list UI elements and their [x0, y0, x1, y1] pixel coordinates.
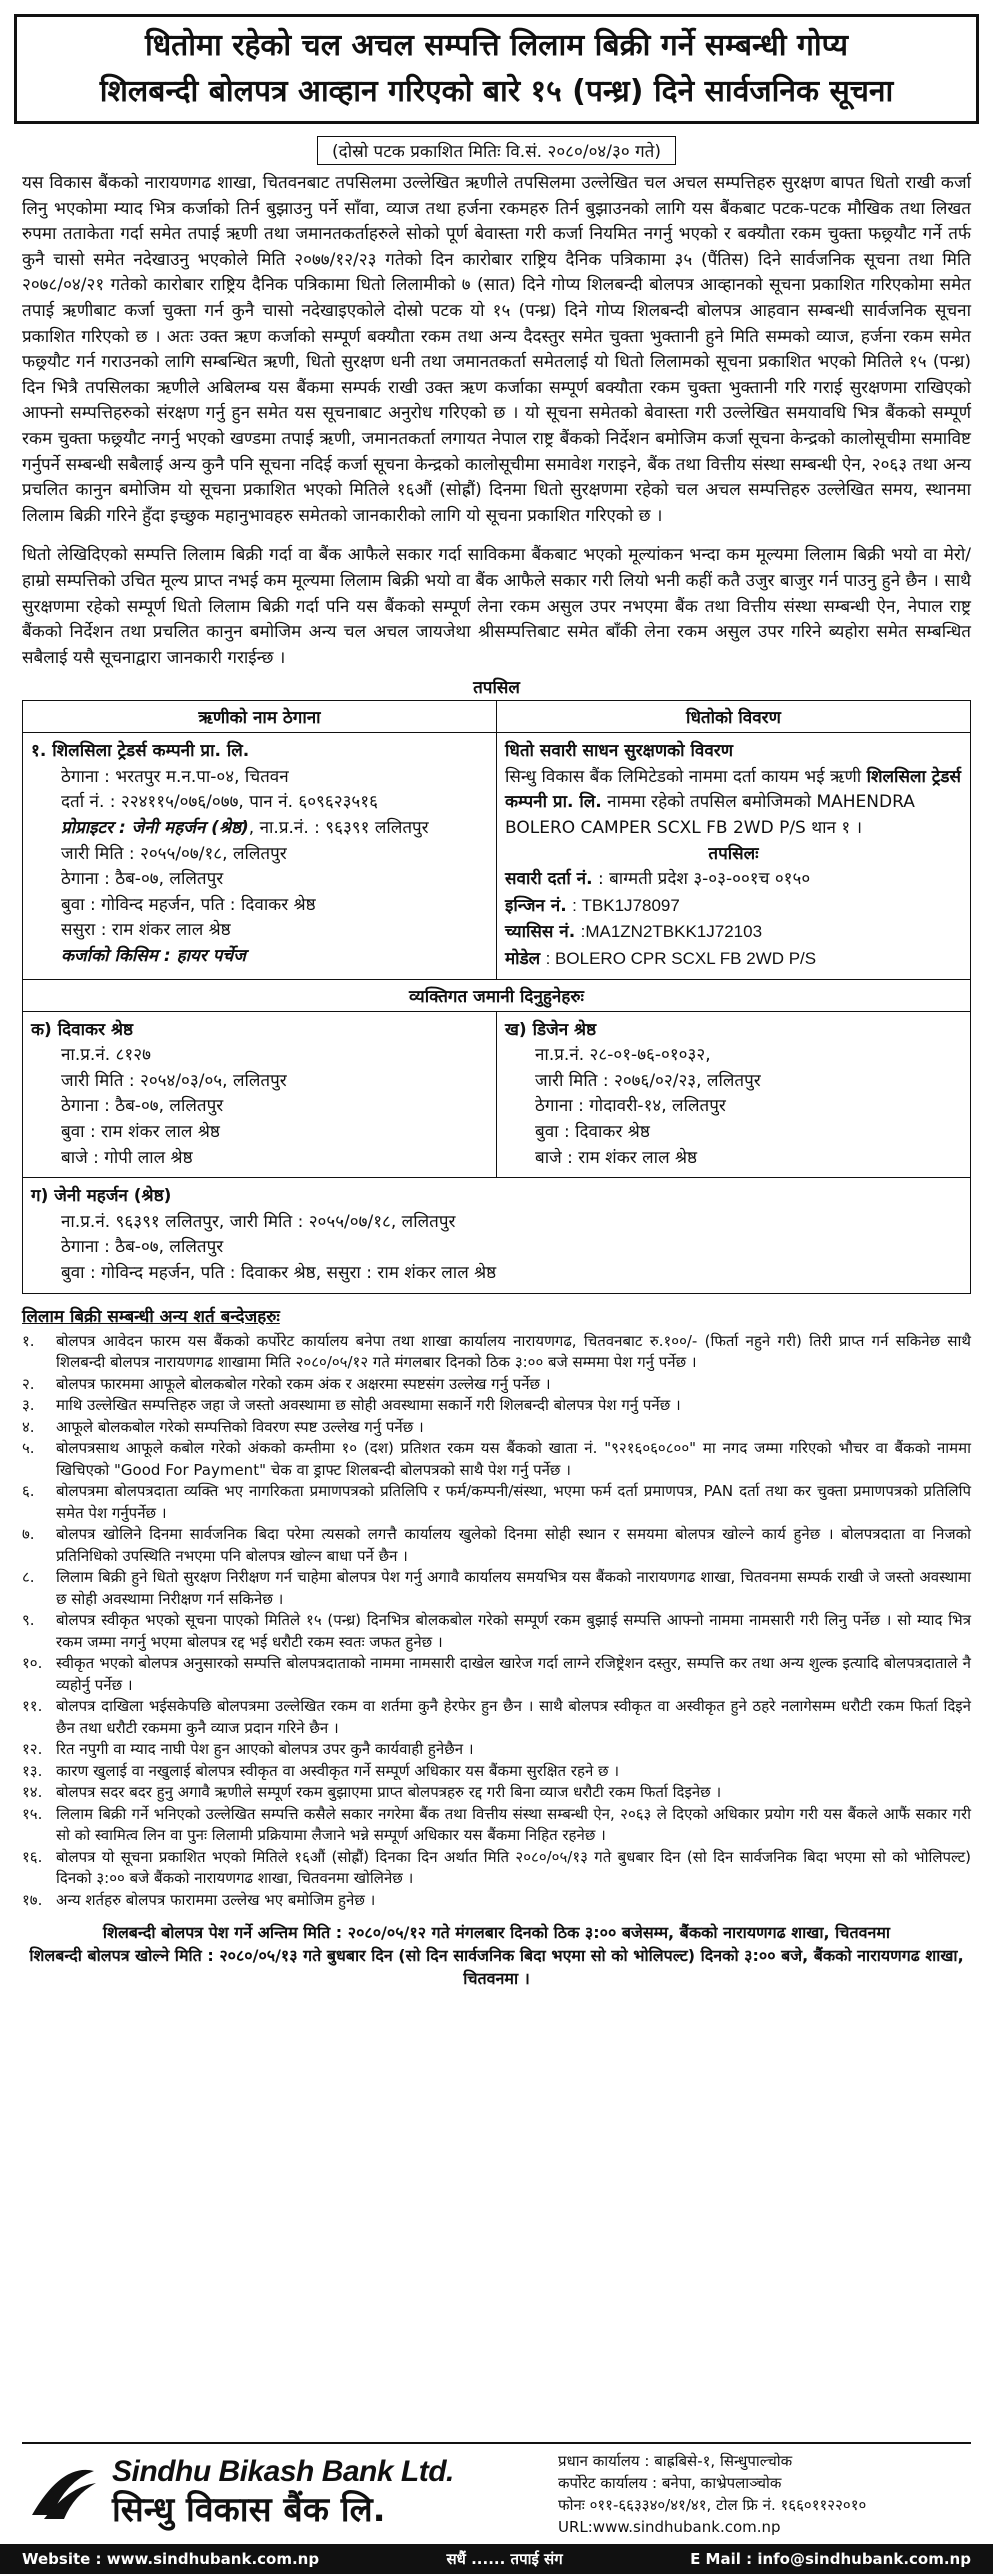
header-line-1: धितोमा रहेको चल अचल सम्पत्ति लिलाम बिक्री गर्ने सम्बन्धी गोप्य — [144, 28, 849, 63]
proprietor-rest: , ना.प्र.नं. : ९६३९१ ललितपुर — [248, 818, 429, 839]
guarantor-kha-label: ख) डिजेन श्रेष्ठ — [505, 1019, 597, 1040]
collateral-desc-post: नाममा रहेको तपसिल बमोजिमको MAHENDRA BOLERO CAMPER SCXL FB 2WD P/S थान १ । — [505, 792, 915, 839]
guarantor-ga-line: ठेगाना : ठैब-०७, ललितपुर — [61, 1237, 224, 1258]
condition-number: ५. — [22, 1439, 35, 1458]
condition-text: बोलपत्र खोलिने दिनमा सार्वजनिक बिदा परेमा त्यसको लगत्तै कार्यालय खुलेको दिनमा सोही स्थान र समयमा बोलपत्र खोल्ने कार्य हुनेछ । बोलपत्रदाता वा निजको प्रतिनिधिको उपस्थिति नभएमा पनि बोलपत्र खोल्न बाधा पर्ने छैन । — [56, 1525, 971, 1565]
condition-number: १२. — [22, 1740, 43, 1759]
bank-logo-icon — [22, 2453, 102, 2533]
engine-row — [505, 893, 962, 920]
guarantor-kha-line: ठेगाना : गोदावरी-१४, ललितपुर — [535, 1096, 726, 1117]
proprietor-label: प्रोप्राइटर : जेनी महर्जन (श्रेष्ठ) — [61, 818, 249, 839]
borrower-name: १. शिलसिला ट्रेडर्स कम्पनी प्रा. लि. — [31, 741, 250, 762]
table-body-row — [23, 733, 970, 978]
condition-text: बोलपत्र फारममा आफूले बोलकबोल गरेको रकम अंक र अक्षरमा स्पष्टसंग उल्लेख गर्नु पर्नेछ । — [56, 1374, 551, 1393]
condition-text: बोलपत्र दाखिला भईसकेपछि बोलपत्रमा उल्लेखित रकम वा शर्तमा कुनै हेरफेर हुन छैन । साथै बोलपत्र स्वीकृत वा अस्वीकृत हुने ठहरे नलागेसम्म धरौटी रकम फिर्ता दिइने छैन तथा धरौटी रकममा कुनै व्याज प्रदान गरिने छैन । — [56, 1697, 971, 1737]
guarantor-kha-line: जारी मिति : २०७६/०२/२३, ललितपुर — [535, 1070, 761, 1091]
conditions-title: लिलाम बिक्री सम्बन्धी अन्य शर्त बन्देजहरुः — [22, 1306, 280, 1327]
bank-name-nepali: सिन्धु विकास बैंक लि. — [112, 2490, 386, 2530]
guarantor-ga-label: ग) जेनी महर्जन (श्रेष्ठ) — [31, 1186, 172, 1207]
condition-item — [22, 1653, 971, 1696]
condition-number: ४. — [22, 1417, 35, 1436]
opening-date: शिलबन्दी बोलपत्र खोल्ने मिति : २०८०/०५/१३ गते बुधबार दिन (सो दिन सार्वजनिक बिदा भएमा सो को भोलिपल्ट) दिनको ३:०० बजे, बैंकको नारायणगढ शाखा, चितवनमा । — [29, 1946, 964, 1989]
collateral-desc-name: शिलसिला ट्रेडर्स कम्पनी प्रा. लि. — [505, 766, 961, 813]
condition-number: २. — [22, 1374, 35, 1393]
guarantor-ka-label: क) दिवाकर श्रेष्ठ — [31, 1019, 134, 1040]
borrower-column-header: ऋणीको नाम ठेगाना — [23, 701, 496, 733]
collateral-subtitle: तपसिलः — [708, 843, 759, 864]
website-link[interactable]: Website : www.sindhubank.com.np — [22, 2550, 320, 2568]
condition-item — [22, 1696, 971, 1739]
condition-number: ११. — [22, 1697, 43, 1716]
condition-text: लिलाम बिक्री गर्ने भनिएको उल्लेखित सम्पत्ति कसैले सकार नगरेमा बैंक तथा वित्तीय संस्था सम्बन्धी ऐन, २०६३ ले दिएको अधिकार प्रयोग गरी यस बैंकले आफैं सकार गरी सो को स्वामित्व लिन वा पुनः लिलामी प्रक्रियामा लैजाने भन्ने सम्पूर्ण अधिकार यस बैंकमा निहित रहनेछ । — [56, 1804, 971, 1845]
chassis-label: च्यासिस नं. — [505, 922, 576, 943]
collateral-title: धितो सवारी साधन सुरक्षणको विवरण — [505, 741, 734, 762]
guarantor-kha-line: बाजे : राम शंकर लाल श्रेष्ठ — [535, 1147, 698, 1168]
bank-contact — [542, 2444, 971, 2542]
condition-item — [22, 1481, 971, 1524]
details-table — [22, 700, 971, 1293]
condition-text: माथि उल्लेखित सम्पत्तिहरु जहा जे जस्तो अवस्थामा छ सोही अवस्थामा सकार्ने गरी शिलबन्दी बोलपत्र पेश गर्नु पर्नेछ । — [56, 1396, 681, 1415]
head-office: प्रधान कार्यालय : बाह्रबिसे-१, सिन्धुपाल्चोक — [558, 2452, 793, 2470]
borrower-father-in-law: ससुरा : राम शंकर लाल श्रेष्ठ — [61, 920, 231, 941]
condition-number: १४. — [22, 1783, 43, 1802]
condition-item — [22, 1438, 971, 1481]
notice-page — [0, 14, 993, 2574]
collateral-desc-pre: सिन्धु विकास बैंक लिमिटेडको नाममा दर्ता कायम भई ऋणी — [505, 766, 867, 787]
engine-value: : TBK1J78097 — [572, 895, 680, 915]
condition-text: रित नपुगी वा म्याद नाघी पेश हुन आएको बोलपत्र उपर कुनै कार्यवाही हुनेछैन । — [56, 1740, 474, 1759]
borrower-proprietor — [31, 816, 488, 842]
collateral-description — [505, 765, 962, 842]
condition-text: बोलपत्रमा बोलपत्रदाता व्यक्ति भए नागरिकता प्रमाणपत्रको प्रतिलिपि र फर्म/कम्पनी/संस्था, भएमा फर्म दर्ता प्रमाणपत्र, PAN दर्ता तथा कर चुक्ता प्रमाणपत्रको प्रतिलिपि समेत पेश गर्नुपर्नेछ । — [56, 1482, 971, 1522]
publish-date-text: (दोस्रो पटक प्रकाशित मितिः वि.सं. २०८०/०४/३० गते) — [317, 136, 676, 165]
intro-paragraph-2: धितो लेखिदिएको सम्पत्ति लिलाम बिक्री गर्दा वा बैंक आफैले सकार गर्दा साविकमा बैंकबाट भएको मूल्यांकन भन्दा कम मूल्यमा लिलाम बिक्री भयो वा मेरो/हाम्रो सम्पत्तिको उचित मूल्य प्राप्त नभई कम मूल्यमा लिलाम बिक्री भयो वा बैंक आफैले सकार गरी लियो भनी कहीं कतै उजुर बाजुर गर्न पाउनु हुने छैन । साथै सुरक्षणमा रहेको सम्पूर्ण धितो लिलाम बिक्री गर्दा पनि यस बैंकको सम्पूर्ण लेना रकम असुल उपर नभएमा बैंक तथा वित्तीय संस्था सम्बन्धी ऐन, नेपाल राष्ट्र बैंकको निर्देशन तथा प्रचलित कानुन बमोजिम अन्य चल अचल जायजेथा श्रीसम्पत्तिबाट समेत बाँकी लेना रकम असुल उपर गरिने ब्यहोरा समेत सम्बन्धित सबैलाई यसै सूचनाद्वारा जानकारी गराईन्छ । — [22, 545, 971, 668]
chassis-value: :MA1ZN2TBKK1J72103 — [580, 922, 763, 942]
condition-item — [22, 1739, 971, 1761]
condition-text: बोलपत्रसाथ आफूले कबोल गरेको अंकको कम्तीमा १० (दश) प्रतिशत रकम यस बैंकको खाता नं. "९२१६०६०८००" मा नगद जम्मा गरिएको भौचर वा बैंकको नाममा खिचिएको "Good For Payment" चेक वा ड्राफ्ट शिलबन्दी बोलपत्रको साथै पेश गर्नु पर्नेछ । — [56, 1439, 971, 1479]
condition-number: १७. — [22, 1890, 43, 1909]
intro-paragraph-1: यस विकास बैंकको नारायणगढ शाखा, चितवनबाट तपसिलमा उल्लेखित ऋणीले तपसिलमा उल्लेखित चल अचल सम्पत्तिहरु सुरक्षण बापत धितो राखी कर्जा लिनु भएकोमा म्याद भित्र कर्जाको तिर्न बुझाउनु पर्ने साँवा, व्याज तथा हर्जना रकमहरु तिर्न बुझाउनको लागि यस बैंकबाट पटक-पटक मौखिक तथा लिखत रुपमा तताकेता गर्दा समेत तपाई ऋणी तथा जमानतकर्ताहरुले सोको पूर्ण बेवास्ता गरी कर्जा नियमित नगर्नु भएको र बक्यौता रकम चुक्ता फछ्र्यौट गर्ने तर्फ कुनै चासो समेत नदेखाउनु भएकोले मिति २०७७/१२/२३ गतेको दिन कारोबार राष्ट्रिय दैनिक पत्रिकामा ३५ (पैंतिस) दिने सार्वजनिक सूचना तथा मिति २०७८/०४/२१ गतेको कारोबार राष्ट्रिय दैनिक पत्रिकामा धितो लिलामीको ७ (सात) दिने गोप्य शिलबन्दी बोलपत्र आव्हानको सूचना प्रकाशित गरिएकोमा समेत तपाई ऋणीबाट कर्जा चुक्ता गर्न कुनै चासो नदेखाइएकोले दोस्रो पटक यो १५ (पन्ध्र) दिने गोप्य शिलबन्दी बोलपत्र आहवान सम्बन्धी सार्वजनिक सूचना प्रकाशित गरिएको छ । अतः उक्त ऋण कर्जाको सम्पूर्ण बक्यौता रकम तथा अन्य दैदस्तुर समेत चुक्ता भुक्तानी हुने मिति सम्मको व्याज, हर्जना रकम समेत फछ्र्यौट गर्न गराउनको लागि सम्बन्धित ऋणी, धितो सुरक्षण धनी तथा जमानतकर्ता समेतलाई यो धितो लिलामको सूचना प्रकाशित भएको मितिले १५ (पन्ध्र) दिन भित्रै तपसिलका ऋणीले अबिलम्ब यस बैंकमा सम्पर्क राखी उक्त ऋण कर्जाका सम्पूर्ण बक्यौता रकम चुक्ता भुक्तानी गरि गराई सुरक्षणमा राखिएको आफ्नो सम्पत्तिहरुको संरक्षण गर्नु हुन समेत यस सूचनाबाट अनुरोध गरिएको छ । यो सूचना समेतको बेवास्ता गरी उल्लेखित समयावधि भित्र बैंकको सम्पूर्ण रकम चुक्ता फछ्र्यौट नगर्नु भएको खण्डमा तपाई ऋणी, जमानतकर्ता लगायत नेपाल राष्ट्र बैंकको निर्देशन बमोजिम कर्जा सूचना केन्द्रको कालोसूचीमा समाविष्ट गर्नुपर्ने सम्बन्धी सबैलाई अन्य कुनै पनि सूचना नदिई कर्जा सूचना केन्द्रको कालोसूचीमा समावेश गराइने, बैंक तथा वित्तीय संस्था सम्बन्धी ऐन, २०६३ तथा अन्य प्रचलित कानुन बमोजिम यो सूचना प्रकाशित भएको मितिले १६औं (सोह्रौं) दिनमा धितो सुरक्षणमा रहेको चल अचल सम्पत्तिहरु उल्लेखित समय, स्थानमा लिलाम बिक्री गरिने हुँदा इच्छुक महानुभावहरु समेतको जानकारीको लागि यो सूचना प्रकाशित गरिएको छ । — [22, 173, 971, 526]
guarantor-kha-line: बुवा : दिवाकर श्रेष्ठ — [535, 1122, 650, 1142]
guarantor-ka-line: ना.प्र.नं. ८१२७ — [61, 1045, 151, 1066]
slogan: सधैं ...... तपाई संग — [446, 2550, 563, 2568]
conditions-list — [22, 1331, 971, 1912]
borrower-father: बुवा : गोविन्द महर्जन, पति : दिवाकर श्रेष्ठ — [61, 894, 316, 915]
collateral-cell — [496, 733, 970, 978]
bank-name-english: Sindhu Bikash Bank Ltd. — [112, 2455, 454, 2488]
model-value: : BOLERO CPR SCXL FB 2WD P/S — [545, 949, 817, 969]
publish-date — [0, 136, 993, 165]
condition-number: ८. — [22, 1568, 35, 1587]
condition-number: ६. — [22, 1482, 35, 1501]
condition-number: १६. — [22, 1847, 43, 1866]
table-header-row — [23, 701, 970, 733]
guarantor-row-1 — [23, 1012, 970, 1178]
chassis-row — [505, 919, 962, 946]
guarantor-ga-line: बुवा : गोविन्द महर्जन, पति : दिवाकर श्रेष्ठ, ससुरा : राम शंकर लाल श्रेष्ठ — [61, 1262, 497, 1283]
guarantor-ka-line: ठेगाना : ठैब-०७, ललितपुर — [61, 1096, 224, 1117]
notice-header — [14, 14, 979, 124]
condition-number: ९. — [22, 1611, 35, 1630]
bank-logo-area — [22, 2444, 542, 2542]
condition-item — [22, 1761, 971, 1783]
vehicle-reg-value: : बाग्मती प्रदेश ३-०३-००१च ०१५० — [597, 869, 811, 890]
condition-text: बोलपत्र यो सूचना प्रकाशित भएको मितिले १६औं (सोह्रौं) दिनका दिन अर्थात मिति २०८०/०५/१३ गते बुधबार दिन (सो दिन सार्वजनिक बिदा भएमा सो को भोलिपल्ट) दिनको ३:०० बजे बैंकको नारायणगढ शाखा, चितवनमा खोलिनेछ । — [56, 1847, 971, 1888]
borrower-addr2: ठेगाना : ठैब-०७, ललितपुर — [61, 869, 224, 890]
condition-text: बोलपत्र आवेदन फारम यस बैंकको कर्पोरेट कार्यालय बनेपा तथा शाखा कार्यालय नारायणगढ, चितवनबाट रु.१००/- (फिर्ता नहुने गरी) तिरी प्राप्त गर्न सकिनेछ साथै शिलबन्दी बोलपत्र नारायणगढ शाखामा मिति २०८०/०५/१२ गते मंगलबार दिनको ठिक ३:०० बजे सम्ममा पेश गर्नु पर्नेछ । — [56, 1331, 971, 1372]
condition-item — [22, 1890, 971, 1912]
email-link[interactable]: E Mail : info@sindhubank.com.np — [690, 2550, 971, 2568]
guarantor-ka-line: बुवा : राम शंकर लाल श्रेष्ठ — [61, 1122, 220, 1142]
condition-number: १०. — [22, 1654, 43, 1673]
bottom-bar — [0, 2544, 993, 2574]
condition-number: १. — [22, 1331, 35, 1350]
condition-number: १३. — [22, 1761, 43, 1780]
deadlines — [22, 1921, 971, 1990]
guarantor-ka-line: बाजे : गोपी लाल श्रेष्ठ — [61, 1147, 193, 1168]
collateral-column-header: धितोको विवरण — [496, 701, 970, 733]
model-label: मोडेल — [505, 949, 541, 970]
condition-number: ७. — [22, 1525, 35, 1544]
header-line-2: शिलबन्दी बोलपत्र आव्हान गरिएको बारे १५ (पन्ध्र) दिने सार्वजनिक सूचना — [99, 74, 894, 109]
condition-item — [22, 1395, 971, 1417]
condition-text: लिलाम बिक्री हुने धितो सुरक्षण निरीक्षण गर्न चाहेमा बोलपत्र पेश गर्नु अगावै कार्यालय समयभित्र यस बैंकको नारायणगढ शाखा, चितवनमा सम्पर्क राखी जे जस्तो अवस्थामा छ सोही अवस्थामा निरीक्षण गर्न सकिनेछ । — [56, 1568, 971, 1608]
borrower-issued: जारी मिति : २०५५/०७/१८, ललितपुर — [61, 843, 287, 864]
submission-deadline: शिलबन्दी बोलपत्र पेश गर्ने अन्तिम मिति : २०८०/०५/१२ गते मंगलबार दिनको ठिक ३:०० बजेसम्म, बैंकको नारायणगढ शाखा, चितवनमा — [102, 1923, 891, 1943]
condition-number: ३. — [22, 1396, 35, 1415]
guarantor-kha-line: ना.प्र.नं. २८-०१-७६-०१०३२, — [535, 1045, 711, 1066]
condition-item — [22, 1610, 971, 1653]
guarantor-ga-line: ना.प्र.नं. ९६३९१ ललितपुर, जारी मिति : २०५५/०७/१८, ललितपुर — [61, 1211, 456, 1232]
guarantor-ga — [23, 1177, 970, 1292]
guarantor-ka — [23, 1012, 496, 1178]
footer — [22, 2442, 971, 2542]
condition-item — [22, 1567, 971, 1610]
url[interactable]: URL:www.sindhubank.com.np — [558, 2518, 781, 2536]
borrower-loan-type: कर्जाको किसिम : हायर पर्चेज — [61, 946, 246, 967]
guarantor-ka-line: जारी मिति : २०५४/०३/०५, ललितपुर — [61, 1070, 287, 1091]
condition-item — [22, 1782, 971, 1804]
condition-text: बोलपत्र स्वीकृत भएको सूचना पाएको मितिले १५ (पन्ध्र) दिनभित्र बोलकबोल गरेको सम्पूर्ण रकम बुझाई सम्पत्ति आफ्नो नाममा नामसारी गरी लिनु पर्नेछ । सो म्याद भित्र रकम जम्मा नगर्नु भएमा बोलपत्र रद्द भई धरौटी रकम स्वतः जफत हुनेछ । — [56, 1611, 971, 1651]
guarantor-kha — [496, 1012, 970, 1178]
condition-text: स्वीकृत भएको बोलपत्र अनुसारको सम्पत्ति बोलपत्रदाताको नाममा नामसारी दाखेल खारेज गर्दा लाग्ने रजिष्ट्रेशन दस्तुर, सम्पत्ति कर तथा अन्य शुल्क इत्यादि बोलपत्रदाताले नै व्यहोर्नु पर्नेछ । — [56, 1654, 971, 1694]
condition-number: १५. — [22, 1804, 43, 1823]
phone: फोनः ०११-६६३३४०/४१/४१, टोल फ्रि नं. १६६०११२२०१० — [558, 2496, 867, 2514]
borrower-reg: दर्ता नं. : २२४११५/०७६/०७७, पान नं. ६०९६२३५१६ — [61, 792, 378, 813]
condition-text: आफूले बोलकबोल गरेको सम्पत्तिको विवरण स्पष्ट उल्लेख गर्नु पर्नेछ । — [56, 1417, 424, 1436]
corporate-office: कर्पोरेट कार्यालय : बनेपा, काभ्रेपलाञ्चोक — [558, 2474, 782, 2492]
condition-item — [22, 1804, 971, 1847]
model-row — [505, 946, 962, 973]
engine-label: इन्जिन नं. — [505, 895, 567, 916]
condition-item — [22, 1374, 971, 1396]
vehicle-reg-row — [505, 867, 962, 893]
tapasil-title: तपसिल — [473, 678, 520, 699]
vehicle-reg-label: सवारी दर्ता नं. — [505, 869, 593, 890]
condition-item — [22, 1524, 971, 1567]
condition-item — [22, 1417, 971, 1439]
condition-item — [22, 1331, 971, 1374]
guarantor-title: व्यक्तिगत जमानी दिनुहुनेहरुः — [23, 979, 970, 1012]
condition-item — [22, 1847, 971, 1890]
condition-text: बोलपत्र सदर बदर हुनु अगावै ऋणीले सम्पूर्ण रकम बुझाएमा प्राप्त बोलपत्रहरु रद्द गरी बिना व्याज धरौटी रकम फिर्ता दिइनेछ । — [56, 1783, 722, 1802]
condition-text: अन्य शर्तहरु बोलपत्र फाराममा उल्लेख भए बमोजिम हुनेछ । — [56, 1890, 376, 1909]
borrower-address: ठेगाना : भरतपुर म.न.पा-०४, चितवन — [61, 766, 289, 787]
borrower-cell — [23, 733, 496, 978]
condition-text: कारण खुलाई वा नखुलाई बोलपत्र स्वीकृत वा अस्वीकृत गर्ने सम्पूर्ण अधिकार यस बैंकमा सुरक्षित रहने छ । — [56, 1761, 620, 1780]
